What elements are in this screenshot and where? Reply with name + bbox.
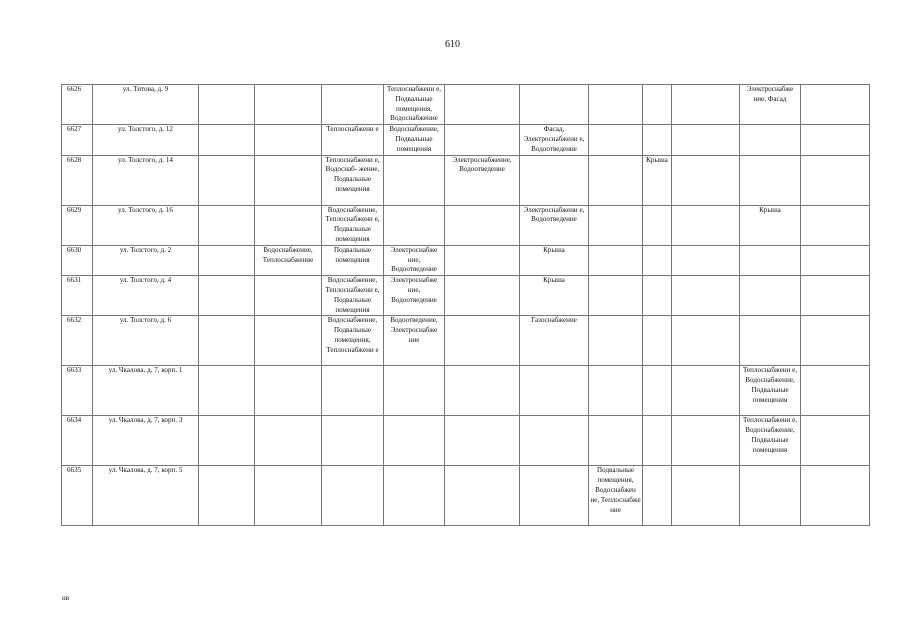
work-type-cell	[589, 155, 643, 205]
work-type-cell: Электроснабжени е, Водоотведение	[520, 205, 589, 245]
work-type-cell	[520, 366, 589, 416]
work-type-cell	[589, 85, 643, 125]
work-type-cell	[255, 85, 322, 125]
work-type-cell	[255, 205, 322, 245]
work-type-cell	[255, 276, 322, 316]
table-body	[62, 85, 870, 526]
work-type-cell	[589, 416, 643, 466]
work-type-cell	[322, 416, 384, 466]
work-type-cell	[801, 316, 870, 366]
table-row	[62, 366, 870, 416]
work-type-cell	[643, 85, 672, 125]
row-number-cell: 6626	[62, 85, 93, 125]
work-type-cell	[199, 366, 255, 416]
address-cell: ул. Толстого, д. 6	[93, 316, 199, 366]
row-number-cell: 6627	[62, 125, 93, 155]
work-type-cell: Водоснабжение, Теплоснабжени е, Подвальные помещения	[322, 205, 384, 245]
work-type-cell: Подвальные помещения, Водоснабжен ие, Теплоснабже ние	[589, 466, 643, 526]
work-type-cell: Водоснабжение, Теплоснабжени е, Подвальные помещения	[322, 276, 384, 316]
work-type-cell	[672, 366, 740, 416]
row-number-cell: 6631	[62, 276, 93, 316]
row-number-cell: 6629	[62, 205, 93, 245]
work-type-cell	[643, 205, 672, 245]
row-number-cell: 6635	[62, 466, 93, 526]
work-type-cell	[801, 85, 870, 125]
work-type-cell	[801, 366, 870, 416]
work-type-cell	[740, 316, 801, 366]
table-row	[62, 466, 870, 526]
work-type-cell	[520, 85, 589, 125]
work-type-cell	[255, 316, 322, 366]
work-type-cell	[384, 416, 445, 466]
work-type-cell	[520, 155, 589, 205]
address-cell: ул. Толстого, д. 4	[93, 276, 199, 316]
address-cell: ул. Чкалова, д. 7, корп. 3	[93, 416, 199, 466]
work-type-cell	[384, 466, 445, 526]
work-type-cell	[801, 416, 870, 466]
work-type-cell	[199, 416, 255, 466]
work-type-cell	[384, 155, 445, 205]
work-type-cell	[255, 125, 322, 155]
work-type-cell	[643, 366, 672, 416]
work-type-cell: Теплоснабжени е	[322, 125, 384, 155]
table-row	[62, 205, 870, 245]
work-type-cell	[445, 466, 520, 526]
work-type-cell	[672, 245, 740, 275]
table-row	[62, 276, 870, 316]
row-number-cell: 6634	[62, 416, 93, 466]
work-type-cell	[801, 466, 870, 526]
work-type-cell	[589, 245, 643, 275]
row-number-cell: 6628	[62, 155, 93, 205]
work-type-cell: Газоснабжение	[520, 316, 589, 366]
page-number: 610	[445, 39, 460, 50]
address-cell: ул. Чкалова, д. 7, корп. 5	[93, 466, 199, 526]
row-number-cell: 6632	[62, 316, 93, 366]
work-type-cell	[740, 245, 801, 275]
work-type-cell	[740, 466, 801, 526]
work-type-cell: Крыша	[520, 245, 589, 275]
address-cell: ул. Толстого, д. 2	[93, 245, 199, 275]
work-type-cell: Теплоснабжени е, Водоснабжение, Подвальные помещения	[740, 416, 801, 466]
work-type-cell	[672, 416, 740, 466]
work-type-cell	[199, 466, 255, 526]
work-type-cell	[643, 416, 672, 466]
table-row	[62, 125, 870, 155]
work-type-cell	[199, 125, 255, 155]
work-type-cell	[801, 205, 870, 245]
work-type-cell	[643, 276, 672, 316]
work-type-cell: Теплоснабжени е, Водоснабжение, Подвальные помещения	[740, 366, 801, 416]
work-type-cell	[740, 125, 801, 155]
work-type-cell: Электроснабже ние, Водоотведение	[384, 276, 445, 316]
work-type-cell	[672, 316, 740, 366]
work-type-cell	[255, 155, 322, 205]
row-number-cell: 6633	[62, 366, 93, 416]
work-type-cell	[589, 125, 643, 155]
work-type-cell	[589, 205, 643, 245]
work-type-cell: Фасад, Электроснабжени е, Водоотведение	[520, 125, 589, 155]
work-type-cell: Электроснабжение, Водоотведение	[445, 155, 520, 205]
work-type-cell	[643, 125, 672, 155]
table-row	[62, 245, 870, 275]
work-type-cell	[801, 125, 870, 155]
work-type-cell	[643, 316, 672, 366]
address-cell: ул. Толстого, д. 16	[93, 205, 199, 245]
buildings-table	[61, 84, 870, 526]
work-type-cell: Крыша	[643, 155, 672, 205]
work-type-cell: Электроснабже ние, Фасад	[740, 85, 801, 125]
work-type-cell	[672, 205, 740, 245]
work-type-cell	[322, 366, 384, 416]
row-number-cell: 6630	[62, 245, 93, 275]
work-type-cell	[445, 416, 520, 466]
work-type-cell	[445, 205, 520, 245]
work-type-cell: Электроснабже ние, Водоотведение	[384, 245, 445, 275]
work-type-cell	[643, 245, 672, 275]
work-type-cell	[445, 316, 520, 366]
work-type-cell	[520, 416, 589, 466]
work-type-cell: Крыша	[520, 276, 589, 316]
work-type-cell	[445, 85, 520, 125]
work-type-cell	[740, 276, 801, 316]
table-row	[62, 85, 870, 125]
work-type-cell	[672, 276, 740, 316]
work-type-cell	[199, 316, 255, 366]
work-type-cell	[199, 85, 255, 125]
work-type-cell	[199, 205, 255, 245]
table-row	[62, 155, 870, 205]
work-type-cell	[255, 466, 322, 526]
address-cell: ул. Чкалова, д. 7, корп. 1	[93, 366, 199, 416]
work-type-cell	[520, 466, 589, 526]
work-type-cell	[445, 245, 520, 275]
work-type-cell: Водоснабжение, Подвальные помещения	[384, 125, 445, 155]
work-type-cell	[255, 366, 322, 416]
work-type-cell	[255, 416, 322, 466]
work-type-cell	[589, 366, 643, 416]
work-type-cell: Теплоснабжени е, Водоснаб- жение, Подвальные помещения	[322, 155, 384, 205]
work-type-cell	[672, 85, 740, 125]
work-type-cell	[199, 245, 255, 275]
work-type-cell	[740, 155, 801, 205]
work-type-cell	[322, 85, 384, 125]
work-type-cell	[672, 155, 740, 205]
work-type-cell	[672, 466, 740, 526]
address-cell: ул. Толстого, д. 12	[93, 125, 199, 155]
work-type-cell	[445, 125, 520, 155]
work-type-cell	[672, 125, 740, 155]
work-type-cell: Водоснабжение, Подвальные помещения, Теплоснабжени е	[322, 316, 384, 366]
work-type-cell: Подвальные помещения	[322, 245, 384, 275]
work-type-cell	[445, 366, 520, 416]
work-type-cell	[322, 466, 384, 526]
work-type-cell	[199, 155, 255, 205]
work-type-cell	[199, 276, 255, 316]
work-type-cell	[801, 155, 870, 205]
work-type-cell: Крыша	[740, 205, 801, 245]
table-row	[62, 316, 870, 366]
table-row	[62, 416, 870, 466]
work-type-cell	[384, 366, 445, 416]
footer-mark: нв	[62, 594, 70, 602]
work-type-cell	[589, 276, 643, 316]
work-type-cell	[384, 205, 445, 245]
work-type-cell: Водоснабжение, Теплоснабжение	[255, 245, 322, 275]
address-cell: ул. Титова, д. 9	[93, 85, 199, 125]
work-type-cell: Теплоснабжени е, Подвальные помещения, Водоснабжение	[384, 85, 445, 125]
work-type-cell	[801, 245, 870, 275]
address-cell: ул. Толстого, д. 14	[93, 155, 199, 205]
work-type-cell	[589, 316, 643, 366]
work-type-cell: Водоотведение, Электроснабже ние	[384, 316, 445, 366]
work-type-cell	[801, 276, 870, 316]
work-type-cell	[643, 466, 672, 526]
work-type-cell	[445, 276, 520, 316]
